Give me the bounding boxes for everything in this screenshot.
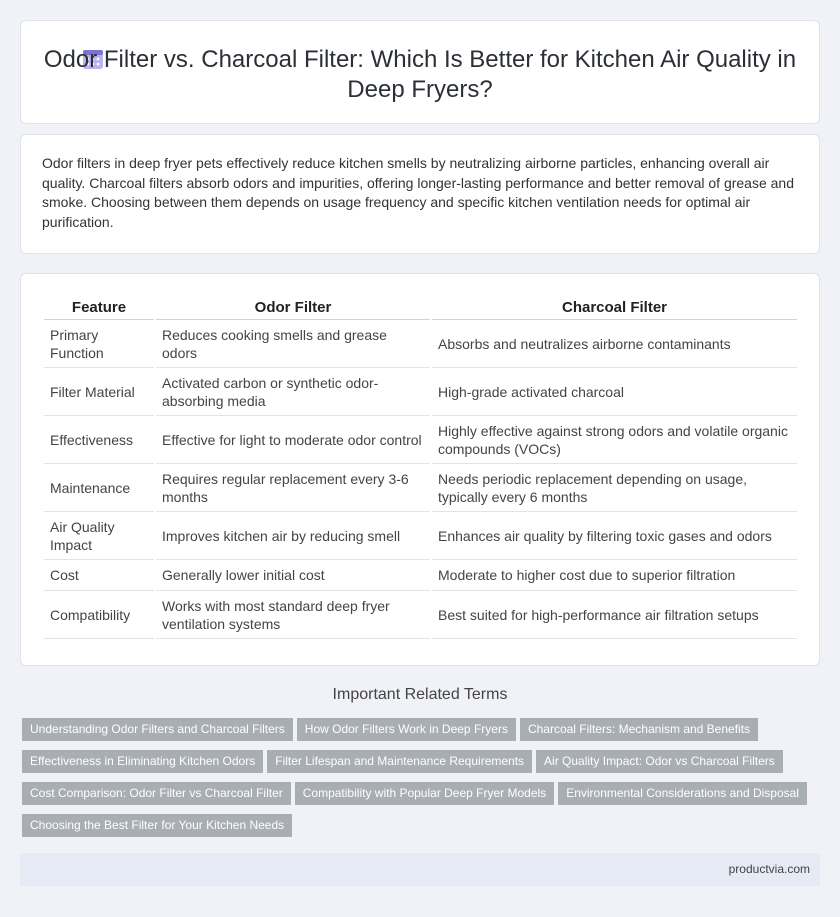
intro-card <box>20 134 820 254</box>
header-odor-filter: Odor Filter <box>156 295 430 320</box>
odor-cell: Generally lower initial cost <box>156 560 430 591</box>
related-term-tag[interactable]: Environmental Considerations and Disposal <box>558 782 807 805</box>
odor-cell: Reduces cooking smells and grease odors <box>156 320 430 368</box>
table-row <box>44 591 797 639</box>
comparison-card <box>20 273 820 666</box>
charcoal-cell: Needs periodic replacement depending on usage, typically every 6 months <box>432 464 797 512</box>
charcoal-cell: Enhances air quality by filtering toxic gases and odors <box>432 512 797 560</box>
related-term-tag[interactable]: How Odor Filters Work in Deep Fryers <box>297 718 516 741</box>
feature-cell: Compatibility <box>44 591 154 639</box>
related-term-tag[interactable]: Air Quality Impact: Odor vs Charcoal Filters <box>536 750 783 773</box>
page-title: Odor Filter vs. Charcoal Filter: Which Is Better for Kitchen Air Quality in Deep Fryers? <box>43 46 797 103</box>
table-row <box>44 560 797 591</box>
feature-cell: Filter Material <box>44 368 154 416</box>
feature-cell: Primary Function <box>44 320 154 368</box>
charcoal-cell: Moderate to higher cost due to superior filtration <box>432 560 797 591</box>
table-row <box>44 512 797 560</box>
related-terms-title: Important Related Terms <box>332 686 508 703</box>
header-charcoal-filter: Charcoal Filter <box>432 295 797 320</box>
table-row <box>44 416 797 464</box>
odor-cell: Improves kitchen air by reducing smell <box>156 512 430 560</box>
table-header-row <box>44 295 797 320</box>
related-term-tag[interactable]: Cost Comparison: Odor Filter vs Charcoal Filter <box>22 782 291 805</box>
table-row <box>44 464 797 512</box>
footer <box>20 853 820 886</box>
related-term-tag[interactable]: Compatibility with Popular Deep Fryer Models <box>295 782 554 805</box>
related-term-tag[interactable]: Charcoal Filters: Mechanism and Benefits <box>520 718 758 741</box>
charcoal-cell: High-grade activated charcoal <box>432 368 797 416</box>
odor-cell: Effective for light to moderate odor control <box>156 416 430 464</box>
charcoal-cell: Highly effective against strong odors and volatile organic compounds (VOCs) <box>432 416 797 464</box>
odor-cell: Works with most standard deep fryer ventilation systems <box>156 591 430 639</box>
related-term-tag[interactable]: Filter Lifespan and Maintenance Requirements <box>267 750 532 773</box>
feature-cell: Effectiveness <box>44 416 154 464</box>
charcoal-cell: Absorbs and neutralizes airborne contaminants <box>432 320 797 368</box>
odor-cell: Requires regular replacement every 3-6 months <box>156 464 430 512</box>
header-feature: Feature <box>44 295 154 320</box>
intro-paragraph: Odor filters in deep fryer pets effectively reduce kitchen smells by neutralizing airborne particles, enhancing overall air quality. Charcoal filters absorb odors and impurities, offering longer-lasting performance and better removal of grease and smoke. Choosing between them depends on usage frequency and specific kitchen ventilation needs for optimal air purification. <box>42 155 794 230</box>
feature-cell: Maintenance <box>44 464 154 512</box>
table-row <box>44 320 797 368</box>
feature-cell: Air Quality Impact <box>44 512 154 560</box>
feature-cell: Cost <box>44 560 154 591</box>
related-term-tag[interactable]: Effectiveness in Eliminating Kitchen Odors <box>22 750 263 773</box>
title-card <box>20 20 820 124</box>
related-term-tag[interactable]: Choosing the Best Filter for Your Kitchen Needs <box>22 814 292 837</box>
related-term-tag[interactable]: Understanding Odor Filters and Charcoal Filters <box>22 718 293 741</box>
table-row <box>44 368 797 416</box>
charcoal-cell: Best suited for high-performance air filtration setups <box>432 591 797 639</box>
odor-cell: Activated carbon or synthetic odor-absorbing media <box>156 368 430 416</box>
related-terms-list <box>22 718 822 846</box>
footer-site-link[interactable]: productvia.com <box>728 862 810 876</box>
comparison-table <box>42 295 799 639</box>
